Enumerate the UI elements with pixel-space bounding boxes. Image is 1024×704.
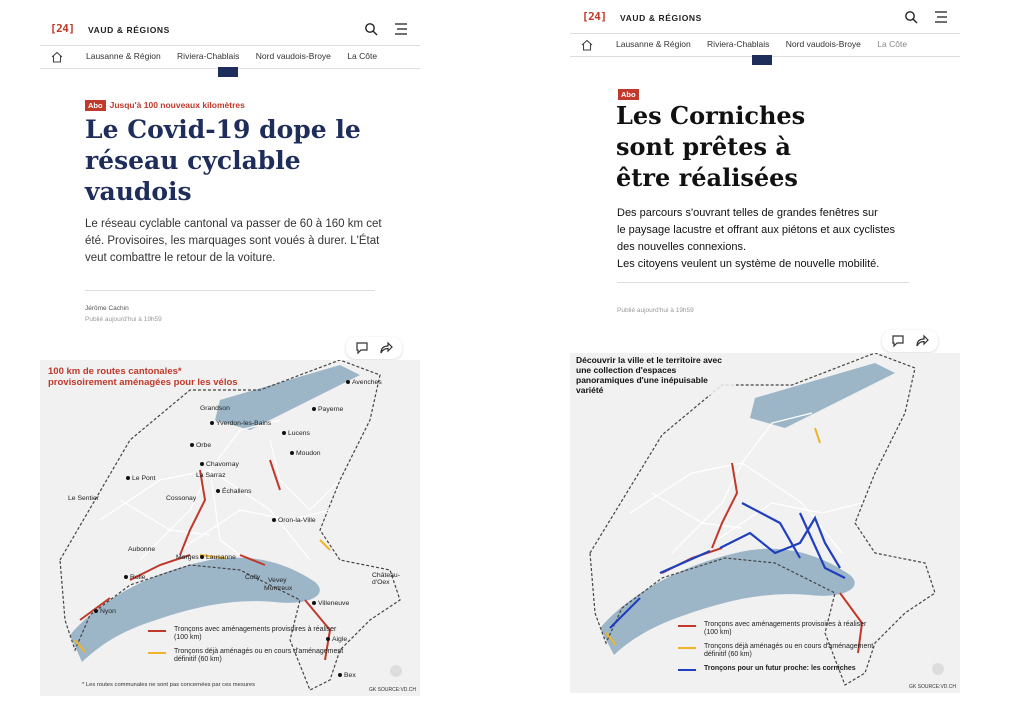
nav-lausanne-region[interactable]: Lausanne & Région <box>86 51 161 61</box>
scroll-marker <box>752 55 772 65</box>
place-orbe: Orbe <box>190 442 211 449</box>
publish-date: Publié aujourd'hui à 19h59 <box>85 316 162 323</box>
place-cossonay: Cossonay <box>166 495 197 502</box>
place-cully: Cully <box>245 574 261 581</box>
legend-swatch <box>148 630 166 632</box>
site-logo[interactable]: [24] <box>582 10 607 23</box>
divider <box>85 290 375 291</box>
legend-text: Tronçons avec aménagements provisoires à réaliser (100 km) <box>174 626 337 641</box>
place-lausanne: Lausanne <box>200 554 236 561</box>
left-article-panel <box>40 0 420 704</box>
lake-neuchatel <box>750 363 895 428</box>
place-aigle: Aigle <box>326 636 347 643</box>
map-footnote: * Les routes communales ne sont pas concernées par ces mesures <box>82 682 256 688</box>
top-bar <box>40 0 420 40</box>
lead-line: Les citoyens veulent un système de nouvelle mobilité. <box>617 258 880 270</box>
article-lead: Le réseau cyclable cantonal va passer de 60 à 160 km cet été. Provisoires, les marquages sont voués à durer. L'État veut combattre le retour de la voiture. <box>85 218 382 264</box>
home-icon[interactable] <box>50 50 64 64</box>
comment-icon[interactable] <box>891 334 905 348</box>
map-title: Découvrir la ville et le territoire avec une collection d'espaces panoramiques d'une inépuisable variété <box>576 355 736 395</box>
place-le-sentier: Le Sentier <box>68 495 99 502</box>
article-headline: Les Corniches sont prêtes à être réalisées <box>616 101 806 192</box>
article-headline: Le Covid-19 dope le réseau cyclable vaudois <box>85 115 361 206</box>
legend-swatch <box>678 669 696 671</box>
place-moudon: Moudon <box>290 450 321 457</box>
zoom-icon[interactable] <box>932 663 944 675</box>
legend-swatch <box>678 625 696 627</box>
map-credit: GK SOURCE:VD.CH <box>369 687 416 693</box>
lead-line: Des parcours s'ouvrant telles de grandes fenêtres sur <box>617 207 878 219</box>
comment-icon[interactable] <box>355 341 369 355</box>
place-avenches: Avenches <box>346 379 382 386</box>
legend-text: Tronçons déjà aménagés ou en cours d'aménagement définitif (60 km) <box>704 643 874 658</box>
nav-nord-vaudois-broye[interactable]: Nord vaudois-Broye <box>255 51 331 61</box>
search-icon[interactable] <box>904 10 918 24</box>
nav-la-cote[interactable]: La Côte <box>347 51 378 61</box>
place-oron: Oron-la-Ville <box>272 517 316 524</box>
kicker <box>618 89 643 100</box>
region-nav <box>570 33 960 57</box>
legend-text: Tronçons avec aménagements provisoires à réaliser (100 km) <box>704 621 867 636</box>
place-morges: Morges <box>176 554 199 561</box>
search-icon[interactable] <box>364 22 378 36</box>
nav-riviera-chablais[interactable]: Riviera-Chablais <box>707 39 770 49</box>
map-graphic <box>570 353 960 693</box>
map-title: 100 km de routes cantonales* provisoirement aménagées pour les vélos <box>48 366 238 388</box>
share-icon[interactable] <box>915 334 929 348</box>
legend-swatch <box>148 652 166 654</box>
place-payerne: Payerne <box>312 406 343 413</box>
cycling-network-map <box>40 360 420 696</box>
map-graphic <box>40 360 420 696</box>
place-echallens: Échallens <box>216 488 251 495</box>
lead-line: le paysage lacustre et offrant aux piétons et aux cyclistes <box>617 224 896 236</box>
nav-riviera-chablais[interactable]: Riviera-Chablais <box>177 51 240 61</box>
menu-icon[interactable] <box>394 22 408 36</box>
legend-swatch <box>678 647 696 649</box>
place-yverdon: Yverdon-les-Bains <box>210 420 271 427</box>
map-credit: GK SOURCE:VD.CH <box>909 684 956 690</box>
publish-date: Publié aujourd'hui à 19h59 <box>617 307 694 314</box>
road-network <box>630 413 862 553</box>
place-lucens: Lucens <box>282 430 310 437</box>
share-icon[interactable] <box>379 341 393 355</box>
lead-line: des nouvelles connexions. <box>617 241 747 253</box>
region-nav <box>40 45 420 69</box>
lake-geneva <box>600 549 855 655</box>
place-rolle: Rolle <box>124 574 146 581</box>
corniches-map <box>570 353 960 693</box>
place-grandson: Grandson <box>200 405 230 412</box>
nav-lausanne-region[interactable]: Lausanne & Région <box>616 39 691 49</box>
place-bex: Bex <box>338 672 356 679</box>
article-lead <box>617 205 917 273</box>
site-logo[interactable]: [24] <box>50 22 75 35</box>
abo-badge: Abo <box>85 100 106 111</box>
scroll-marker <box>218 67 238 77</box>
place-aubonne: Aubonne <box>128 546 156 553</box>
menu-icon[interactable] <box>934 10 948 24</box>
kicker <box>85 100 245 111</box>
place-la-sarraz: La Sarraz <box>196 472 226 479</box>
author-name[interactable]: Jérôme Cachin <box>85 305 129 312</box>
article-actions <box>346 337 402 359</box>
abo-badge: Abo <box>618 89 639 100</box>
nav-nord-vaudois-broye[interactable]: Nord vaudois-Broye <box>785 39 861 49</box>
legend-text: Tronçons pour un futur proche: les corniches <box>704 665 856 672</box>
place-montreux: Montreux <box>264 585 293 592</box>
home-icon[interactable] <box>580 38 594 52</box>
nav-la-cote[interactable]: La Côte <box>877 39 908 49</box>
place-vevey: Vevey <box>268 577 287 584</box>
place-chateau-doex: Château-d'Oex <box>372 572 400 586</box>
section-title[interactable]: VAUD & RÉGIONS <box>620 13 702 23</box>
section-title[interactable]: VAUD & RÉGIONS <box>88 25 170 35</box>
right-article-panel <box>570 0 960 704</box>
place-le-pont: Le Pont <box>126 475 155 482</box>
place-chavornay: Chavornay <box>200 461 239 468</box>
divider <box>617 282 909 283</box>
place-villeneuve: Villeneuve <box>312 600 349 607</box>
article-actions <box>882 330 938 352</box>
legend-text: Tronçons déjà aménagés ou en cours d'aménagement définitif (60 km) <box>174 648 344 663</box>
place-nyon: Nyon <box>94 608 116 615</box>
zoom-icon[interactable] <box>390 665 402 677</box>
kicker-text: Jusqu'à 100 nouveaux kilomètres <box>109 100 245 110</box>
